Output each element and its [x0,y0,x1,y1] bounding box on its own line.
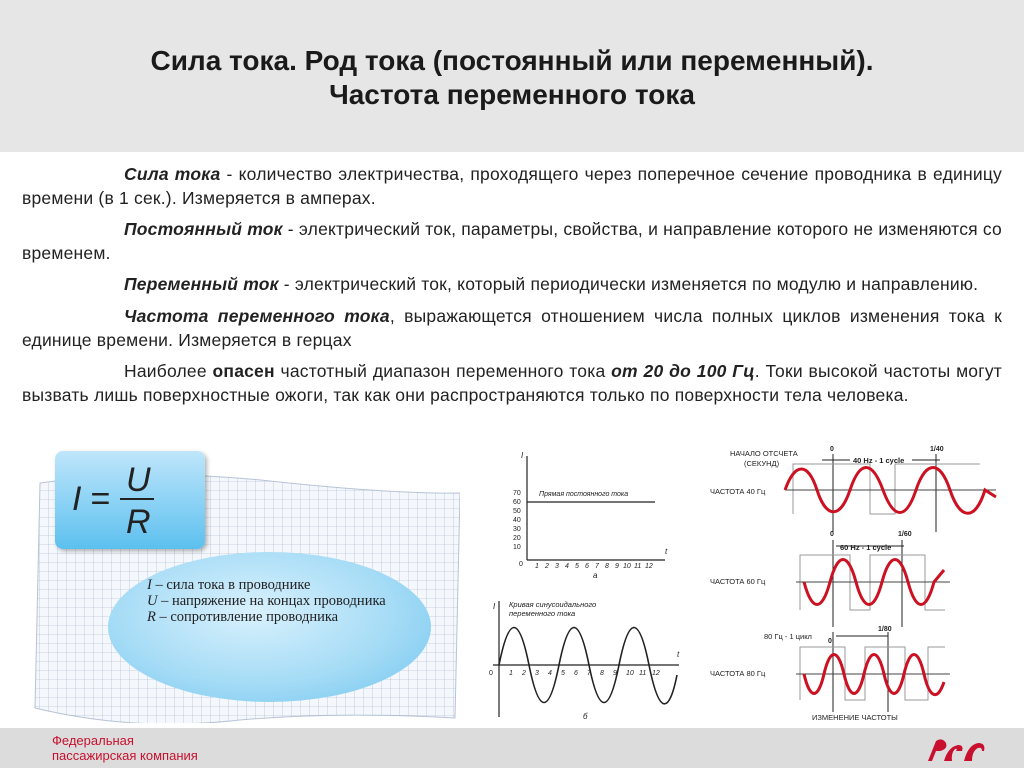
definition: - количество электричества, проходящего через поперечное сечение проводника в единицу времени (в 1 сек.). Измеряется в амперах. [22,164,1002,208]
formula-voltage: U [126,463,151,499]
definitions-text [22,163,1002,415]
row2-label: ЧАСТОТА 60 Гц [710,577,766,586]
legend-text: – сила тока в проводнике [151,577,311,593]
formula-equals: = [90,480,110,518]
x-tick: 4 [565,563,569,570]
x-tick: 7 [587,670,591,677]
text-range: от 20 до 100 Гц [611,361,755,382]
text-part: . Токи высокой частоты могут вызвать лишь поверхностные ожоги, так как они распространяются только по поверхности тела человека. [22,361,1002,405]
row3-label: ЧАСТОТА 80 Гц [710,669,766,678]
legend-item-resistance [147,609,386,625]
paragraph-alternating-current [22,273,1002,297]
frequency-comparison-chart [700,442,1020,726]
y-tick: 10 [513,544,521,551]
graph-caption: а [593,571,598,580]
row2-end: 1/60 [898,531,912,538]
text-bold: опасен [212,361,275,382]
company-name-line-1: Федеральная [52,733,134,748]
x-tick: 10 [623,563,631,570]
start-label-2: (СЕКУНД) [744,459,780,468]
legend-symbol: U [147,593,158,609]
x-tick: 9 [613,670,617,677]
text-part: Наиболее [124,361,213,382]
rzd-logo-icon [924,735,988,763]
x-ticks [535,563,653,570]
axis-y-label: I [493,602,496,611]
x-tick: 9 [615,563,619,570]
x-tick: 5 [561,670,565,677]
legend-symbol: R [147,609,156,625]
term: Переменный ток [124,274,279,295]
row3-end: 1/80 [878,626,892,633]
text-part: частотный диапазон переменного тока [274,361,612,382]
ac-label-1: Кривая синусоидального [509,600,597,609]
row2-cycle: 60 Hz - 1 cycle [840,543,892,552]
row3-cycle: 80 Гц - 1 цикл [764,632,812,641]
paragraph-danger [22,360,1002,407]
row3-zero: 0 [828,638,832,645]
x-tick: 3 [555,563,559,570]
x-tick: 11 [634,563,642,570]
graph-alternating-current [487,595,687,723]
term: Сила тока [124,164,221,184]
y-ticks [513,490,523,568]
x-tick: 10 [626,670,634,677]
x-tick: 12 [645,563,653,570]
row2-zero: 0 [830,531,834,538]
dc-label: Прямая постоянного тока [539,491,629,498]
title-line-2: Частота переменного тока [329,79,695,110]
ohm-law-formula [70,463,190,552]
graph-direct-current [505,448,675,583]
axis-x-label: t [665,547,668,556]
x-tick: 3 [535,670,539,677]
x-tick: 12 [652,670,660,677]
paragraph-direct-current [22,218,1002,265]
row3-wave [804,655,944,695]
x-tick: 2 [545,563,549,570]
x-tick: 4 [548,670,552,677]
row1-end: 1/40 [930,446,944,453]
x-tick: 0 [489,670,493,677]
x-tick: 6 [585,563,589,570]
row1-zero: 0 [830,446,834,453]
ac-label-2: переменного тока [509,609,576,618]
definition: , выражающется отношением числа полных циклов изменения тока к единице времени. Измеряется в герцах [22,305,1002,350]
sine-wave [499,628,677,704]
axis-x-label: t [677,650,680,659]
y-tick: 60 [513,499,521,506]
paragraph-current-strength [22,163,1002,210]
start-label-1: НАЧАЛО ОТСЧЕТА [730,449,798,458]
freq-caption: ИЗМЕНЕНИЕ ЧАСТОТЫ [812,713,898,722]
x-tick: 8 [600,670,604,677]
formula-resistance: R [126,503,151,541]
row1-square-wave [793,464,980,514]
company-name-line-2: пассажирская компания [52,748,198,763]
y-tick: 20 [513,535,521,542]
formula-svg [70,463,190,543]
row1-label: ЧАСТОТА 40 Гц [710,487,766,496]
x-tick: 8 [605,563,609,570]
term: Частота переменного тока [124,305,390,326]
graph-caption: б [583,712,588,721]
legend-text: – сопротивление проводника [155,609,339,625]
x-tick: 2 [522,670,526,677]
formula-legend [147,577,386,625]
page-title [0,44,1024,112]
legend-ellipse [108,552,431,702]
formula-current: I [72,480,82,518]
x-tick: 1 [535,563,539,570]
definition: - электрический ток, параметры, свойства, и направление которого не изменяются со временем. [22,219,1002,263]
x-tick: 5 [575,563,579,570]
title-line-1: Сила тока. Род тока (постоянный или переменный). [150,45,874,76]
legend-item-voltage [147,593,386,609]
legend-symbol: I [147,577,152,593]
x-tick: 1 [509,670,513,677]
y-tick: 40 [513,517,521,524]
legend-text: – напряжение на концах проводника [157,593,386,609]
x-tick: 6 [574,670,578,677]
x-tick: 7 [595,563,599,570]
definition: - электрический ток, который периодически изменяется по модулю и направлению. [278,274,979,295]
y-tick: 0 [519,561,523,568]
legend-item-current [147,577,386,593]
x-tick: 11 [639,670,647,677]
y-tick: 70 [513,490,521,497]
row1-cycle: 40 Hz - 1 cycle [853,456,905,465]
x-ticks [489,670,660,677]
term: Постоянный ток [124,219,283,240]
paragraph-frequency [22,305,1002,352]
y-tick: 30 [513,526,521,533]
y-tick: 50 [513,508,521,515]
axis-y-label: I [521,451,524,460]
